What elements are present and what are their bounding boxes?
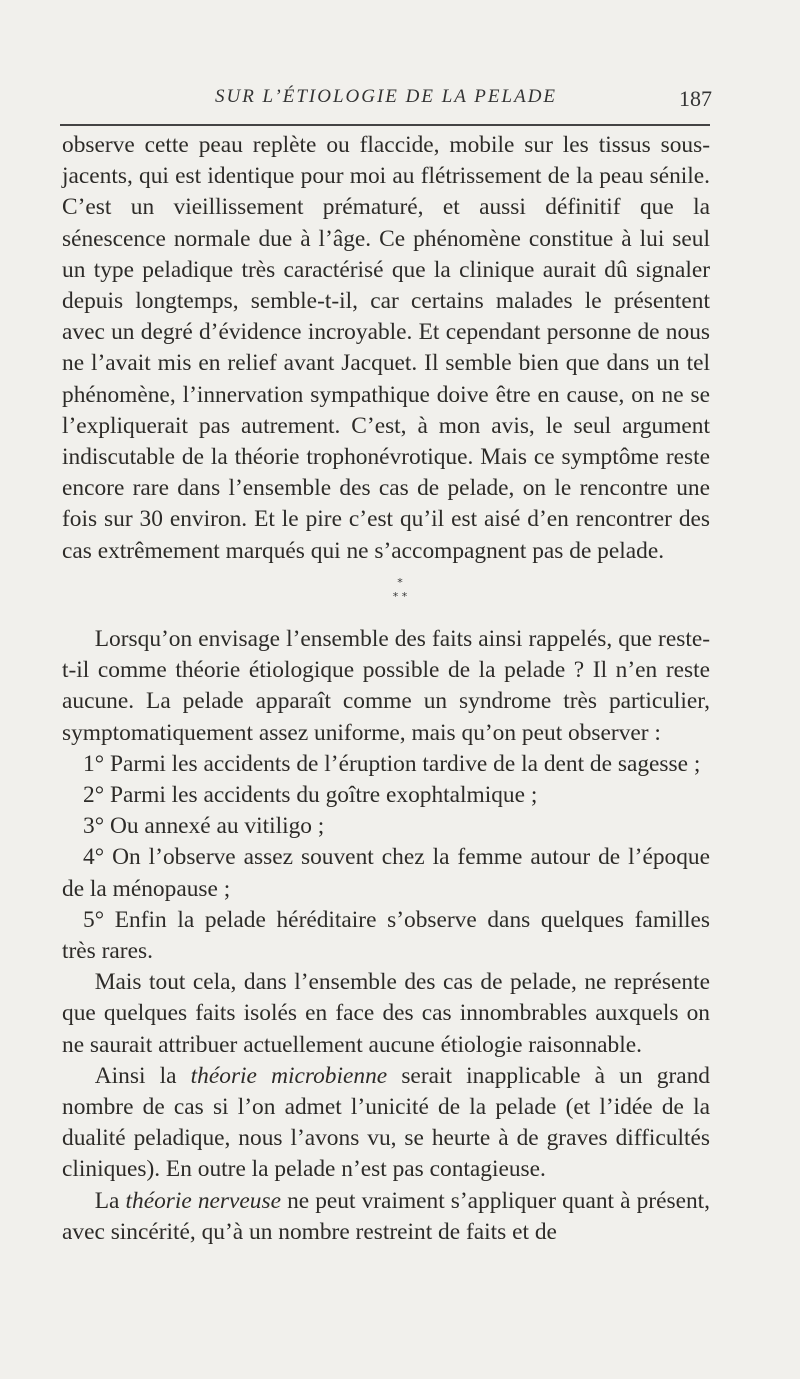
list-item-1: 1° Parmi les accidents de l’éruption tardive de la dent de sagesse ; [83,750,701,777]
separator-star-top: * [397,576,403,589]
header-rule [60,124,710,126]
paragraph-5 [62,1186,710,1248]
term-nervous-theory: théorie nerveuse [125,1187,281,1214]
paragraph-5-rest: ne peut vraiment s’appliquer quant à présent, avec sincérité, qu’à un nombre restreint de faits et de [62,1187,710,1245]
paragraph-1: observe cette peau replète ou flaccide, mobile sur les tissus sous-jacents, qui est identique pour moi au flétrissement de la peau sénile. C’est un vieillissement prématuré, et aussi définitif que la sénescence normale due à l’âge. Ce phénomène constitue à lui seul un type peladique très caractérisé que la clinique aurait dû signaler depuis longtemps, semble-t-il, car certains malades le présentent avec un degré d’évidence incroyable. Et cependant personne de nous ne l’avait mis en relief avant Jacquet. Il semble bien que dans un tel phénomène, l’innervation sympathique doive être en cause, on ne se l’expliquerait pas autrement. C’est, à mon avis, le seul argument indiscutable de la théorie trophonévrotique. Mais ce symptôme reste encore rare dans l’ensemble des cas de pelade, on le rencontre une fois sur 30 environ. Et le pire c’est qu’il est aisé d’en rencontrer des cas extrêmement marqués qui ne s’accompagnent pas de pelade. [62,132,710,564]
paragraph-4 [62,1061,710,1186]
paragraph-4-start: Ainsi la [94,1062,191,1089]
paragraph-5-start: La [94,1187,126,1214]
list-item-2: 2° Parmi les accidents du goître exophtalmique ; [83,782,538,809]
section-body [62,624,710,1248]
paragraph-2: Lorsqu’on envisage l’ensemble des faits ainsi rappelés, que reste-t-il comme théorie étiologique possible de la pelade ? Il n’en reste aucune. La pelade apparaît comme un syndrome très particulier, symptomatiquement assez uniforme, mais qu’on peut observer : [62,626,710,746]
list-item-3: 3° Ou annexé au vitiligo ; [83,813,325,840]
list-item-4: 4° On l’observe assez souvent chez la femme autour de l’époque de la ménopause ; [62,844,710,902]
term-microbial-theory: théorie microbienne [190,1062,388,1089]
section-separator [0,576,800,604]
paragraph-4-rest: serait inapplicable à un grand nombre de cas si l’on admet l’unicité de la pelade (et l’idée de la dualité peladique, nous l’avons vu, se heurte à de graves difficultés cliniques). En outre la pelade n’est pas contagieuse. [62,1062,711,1183]
list-item-5: 5° Enfin la pelade héréditaire s’observe dans quelques familles très rares. [62,906,710,965]
paragraph-3: Mais tout cela, dans l’ensemble des cas de pelade, ne représente que quelques faits isolés en face des cas innombrables auxquels on ne saurait attribuer actuellement aucune étiologie raisonnable. [62,969,710,1058]
separator-stars-bottom: * * [392,590,408,603]
paragraph-continued [62,130,710,567]
page-number: 187 [679,86,712,111]
page-header [60,86,712,120]
running-title: SUR L’ÉTIOLOGIE DE LA PELADE [214,86,558,107]
